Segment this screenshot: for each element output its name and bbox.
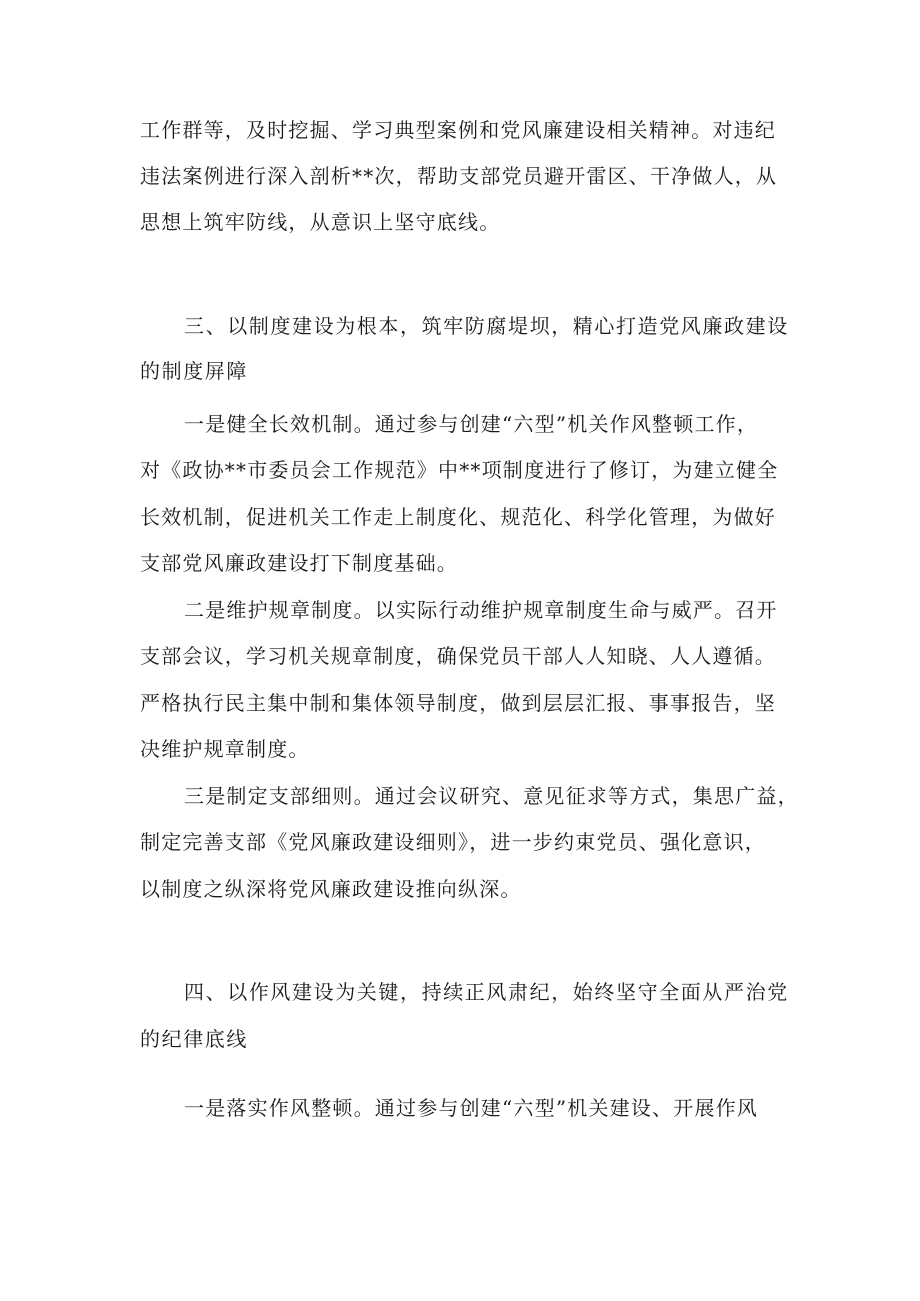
section-three-p1-line-1: 一是健全长效机制。通过参与创建“六型”机关作风整顿工作， bbox=[184, 412, 759, 436]
section-three-p3-line-2: 制定完善支部《党风廉政建设细则》，进一步约束党员、强化意识， bbox=[140, 830, 766, 854]
section-three-p3-line-3: 以制度之纵深将党风廉政建设推向纵深。 bbox=[140, 877, 522, 901]
section-three-p1-line-2: 对《政协**市委员会工作规范》中**项制度进行了修订，为建立健全 bbox=[140, 458, 779, 482]
section-three-p1-line-3: 长效机制，促进机关工作走上制度化、规范化、科学化管理，为做好 bbox=[140, 505, 776, 529]
section-four-heading-line-2: 的纪律底线 bbox=[140, 1027, 248, 1051]
section-four-p1-line-1: 一是落实作风整顿。通过参与创建“六型”机关建设、开展作风 bbox=[184, 1096, 759, 1120]
section-three-p2-line-3: 严格执行民主集中制和集体领导制度，做到层层汇报、事事报告，坚 bbox=[140, 691, 776, 715]
section-four-heading-line-1: 四、以作风建设为关键，持续正风肃纪，始终坚守全面从严治党 bbox=[184, 980, 789, 1004]
intro-line-1: 工作群等，及时挖掘、学习典型案例和党风廉建设相关精神。对违纪 bbox=[140, 118, 776, 142]
section-three-p2-line-4: 决维护规章制度。 bbox=[140, 737, 310, 761]
section-three-p1-line-4: 支部党风廉政建设打下制度基础。 bbox=[140, 551, 458, 575]
section-three-heading-line-1: 三、以制度建设为根本，筑牢防腐堤坝，精心打造党风廉政建设 bbox=[184, 314, 789, 338]
section-three-heading-line-2: 的制度屏障 bbox=[140, 359, 248, 383]
section-three-p2-line-1: 二是维护规章制度。以实际行动维护规章制度生命与威严。召开 bbox=[184, 598, 778, 622]
section-three-p3-line-1: 三是制定支部细则。通过会议研究、意见征求等方式，集思广益， bbox=[184, 784, 799, 808]
intro-line-3: 思想上筑牢防线，从意识上坚守底线。 bbox=[140, 210, 501, 234]
intro-line-2: 违法案例进行深入剖析**次，帮助支部党员避开雷区、干净做人，从 bbox=[140, 164, 778, 188]
section-three-p2-line-2: 支部会议，学习机关规章制度，确保党员干部人人知晓、人人遵循。 bbox=[140, 644, 776, 668]
